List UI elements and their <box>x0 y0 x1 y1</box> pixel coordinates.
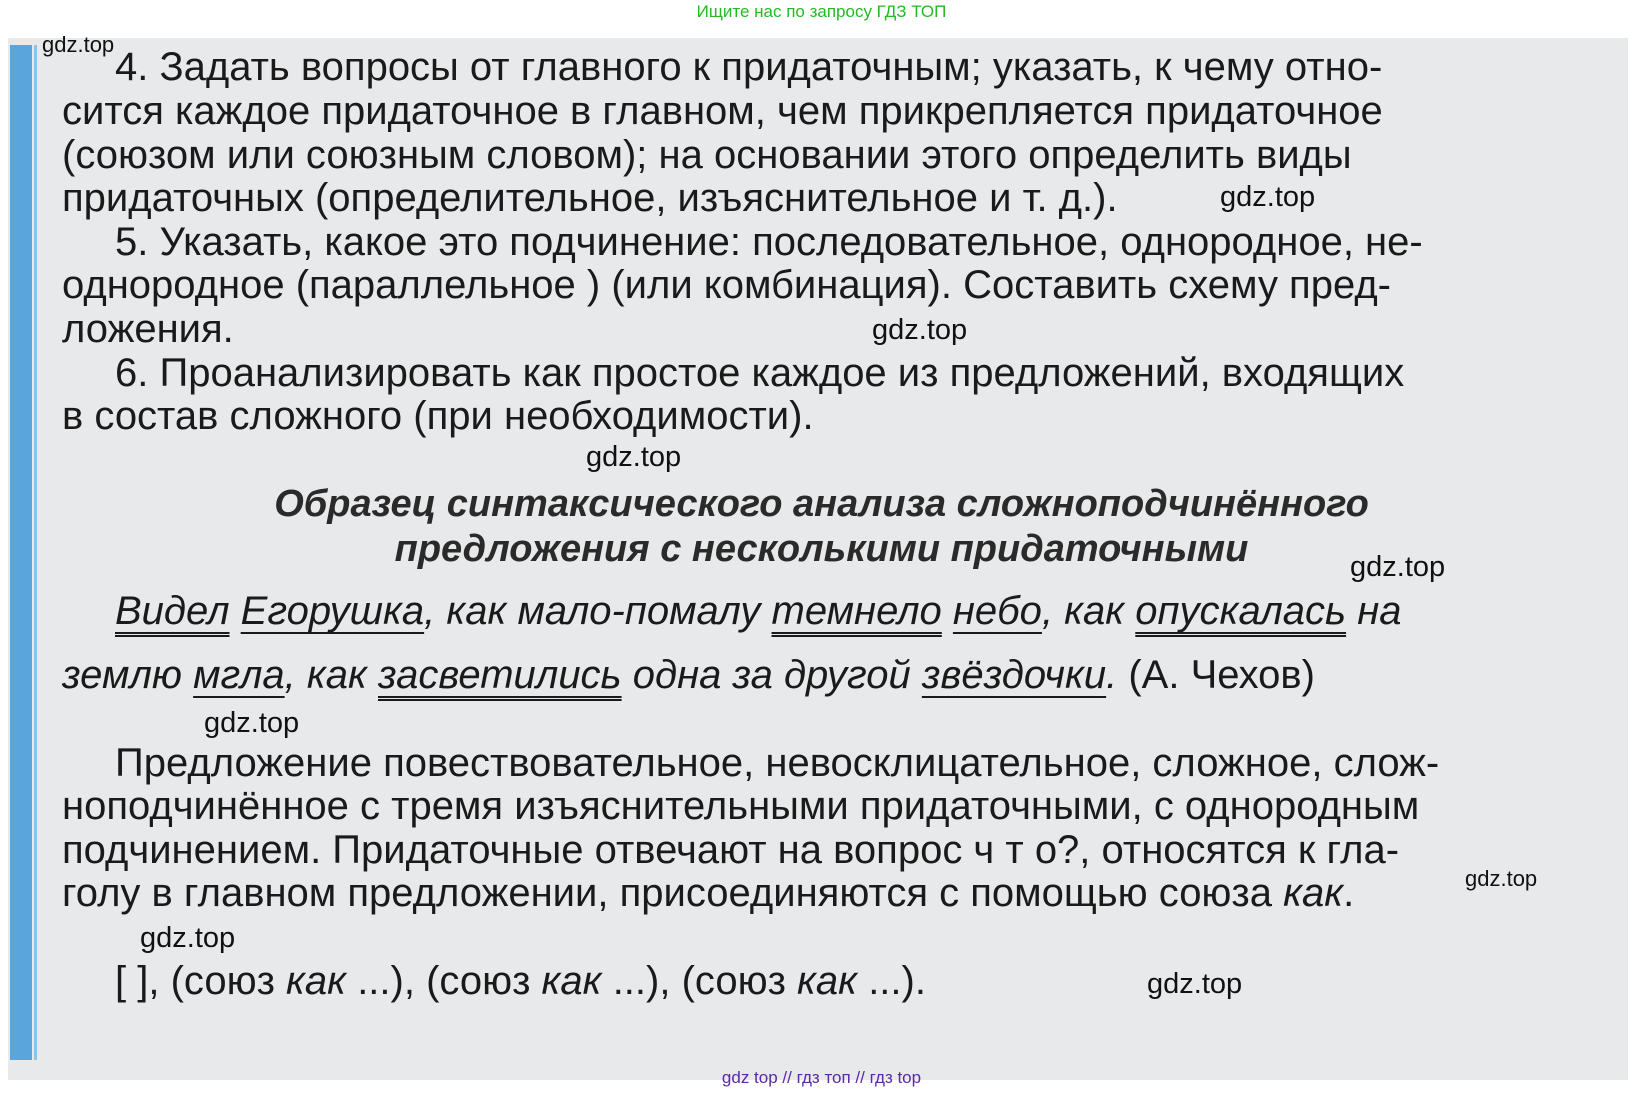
watermark-text: gdz.top <box>872 314 968 346</box>
predicate-zasvetilis: засветились <box>378 653 622 697</box>
scheme-part: ...), (союз <box>601 959 798 1003</box>
example-text: землю <box>62 653 194 697</box>
example-text: , как мало-помалу <box>424 589 772 633</box>
example-sentence-line-2 <box>62 652 1315 698</box>
scheme-conjunction: как <box>286 959 347 1003</box>
scheme-part: [ ], (союз <box>115 959 287 1003</box>
watermark-text: gdz.top <box>1350 551 1446 583</box>
conjunction-kak: как <box>1283 871 1344 915</box>
example-text: на <box>1346 589 1402 633</box>
scheme-conjunction: как <box>541 959 602 1003</box>
step-6-line-2: в состав сложного (при необходимости). <box>62 394 814 438</box>
step-4-line-4: придаточных (определительное, изъяснительное и т. д.). <box>62 176 1118 220</box>
scheme-part: ...), (союз <box>346 959 542 1003</box>
scheme-part: ...). <box>857 959 926 1003</box>
step-5-line-3: ложения. <box>62 307 234 351</box>
analysis-line-4 <box>62 870 1354 916</box>
analysis-end: . <box>1343 871 1355 915</box>
search-banner[interactable]: Ищите нас по запросу ГДЗ ТОП <box>696 2 947 21</box>
sentence-scheme <box>115 958 926 1004</box>
subject-egorushka: Егорушка <box>240 589 425 633</box>
subject-zvezdochki: звёздочки <box>921 653 1107 697</box>
example-text: . <box>1106 653 1118 697</box>
step-4-line-3: (союзом или союзным словом); на основании этого определить виды <box>62 133 1352 177</box>
step-4-line-1: 4. Задать вопросы от главного к придаточным; указать, к чему отно- <box>115 45 1383 89</box>
example-text: , как <box>1041 589 1136 633</box>
watermark-text: gdz.top <box>586 441 682 473</box>
subject-nebo: небо <box>952 589 1042 633</box>
subject-mgla: мгла <box>193 653 285 697</box>
watermark-text: gdz.top <box>1220 181 1316 213</box>
footer-links[interactable]: gdz top // гдз топ // гдз top <box>721 1068 922 1087</box>
example-text: , как <box>284 653 378 697</box>
example-text: одна за другой <box>621 653 922 697</box>
step-5-line-2: однородное (параллельное ) (или комбинация). Составить схему пред- <box>62 263 1391 307</box>
predicate-opuskalas: опускалась <box>1135 589 1347 633</box>
analysis-line-3: подчинением. Придаточные отвечают на вопрос ч т о?, относятся к гла- <box>62 828 1400 872</box>
example-author: (А. Чехов) <box>1117 653 1315 697</box>
watermark-text: gdz.top <box>1465 866 1538 891</box>
watermark-text: gdz.top <box>204 707 300 739</box>
section-heading-line-2: предложения с несколькими придаточными <box>394 528 1249 570</box>
step-6-line-1: 6. Проанализировать как простое каждое из предложений, входящих <box>115 351 1405 395</box>
analysis-line-2: ноподчинённое с тремя изъяснительными придаточными, с однородным <box>62 784 1420 828</box>
watermark-text: gdz.top <box>42 32 115 57</box>
predicate-temnelo: темнело <box>771 589 942 633</box>
analysis-line-1: Предложение повествовательное, невосклицательное, сложное, слож- <box>115 741 1440 785</box>
scheme-conjunction: как <box>797 959 858 1003</box>
step-5-line-1: 5. Указать, какое это подчинение: последовательное, однородное, не- <box>115 220 1423 264</box>
step-4-line-2: сится каждое придаточное в главном, чем прикрепляется придаточное <box>62 89 1383 133</box>
watermark-text: gdz.top <box>1147 968 1243 1000</box>
watermark-text: gdz.top <box>140 922 236 954</box>
section-heading-line-1: Образец синтаксического анализа сложноподчинённого <box>274 483 1369 525</box>
example-sentence-line-1 <box>115 588 1401 634</box>
predicate-videl: Видел <box>115 589 230 633</box>
analysis-text: голу в главном предложении, присоединяются с помощью союза <box>62 871 1284 915</box>
